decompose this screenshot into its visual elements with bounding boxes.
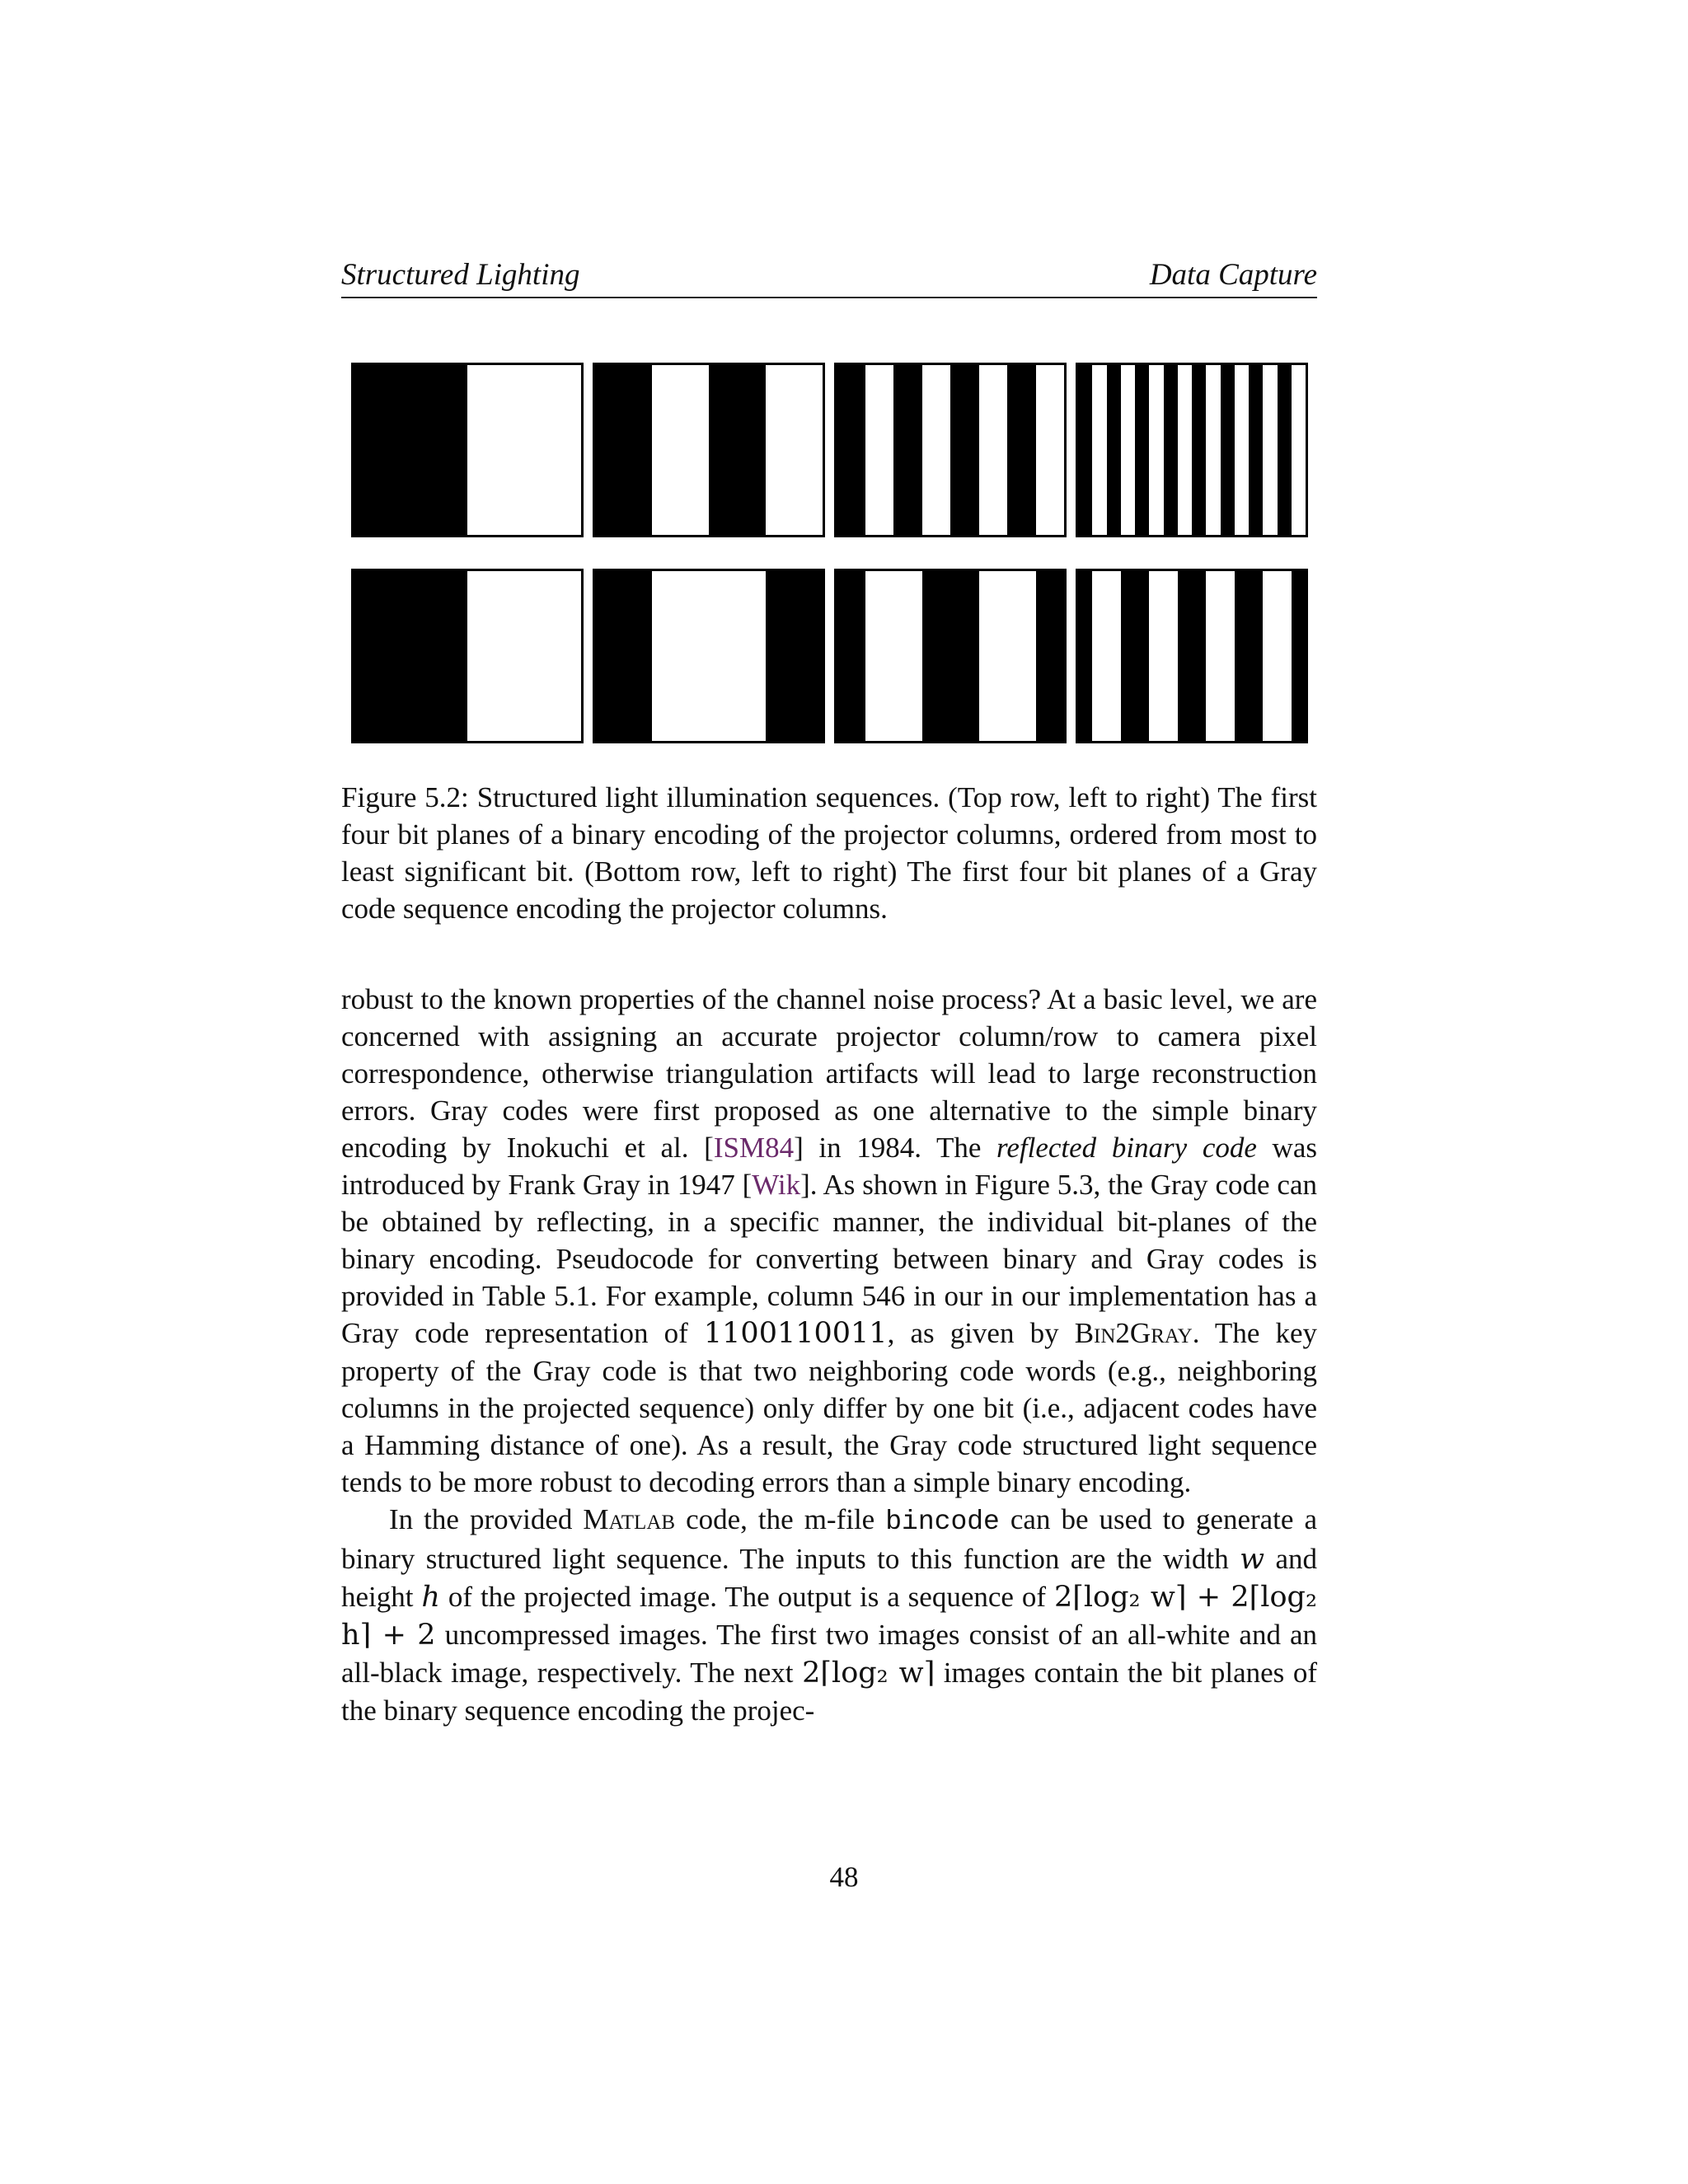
- gray-code-value: 1100110011: [703, 1317, 888, 1350]
- text-run: uncompressed images. The first two images consist of an all-white and an all-black image, respectively. The next: [341, 1619, 1318, 1689]
- text-run: and height: [341, 1543, 1317, 1613]
- running-header: [341, 257, 1317, 298]
- black-stripe: [1192, 365, 1206, 535]
- black-stripe: [1164, 365, 1178, 535]
- page-number: 48: [829, 1861, 859, 1893]
- black-stripe: [766, 571, 823, 741]
- figure-5-2-patterns: [351, 363, 1307, 750]
- mfile-name: bincode: [885, 1507, 1000, 1537]
- black-stripe: [950, 365, 979, 535]
- citation-link-wik[interactable]: Wik: [752, 1169, 801, 1201]
- header-section-title: Data Capture: [1149, 258, 1317, 292]
- software-name: Matlab: [583, 1503, 676, 1535]
- text-run: In the provided: [389, 1503, 584, 1535]
- text-run: can be used to generate a binary structured light sequence. The inputs to this function are the width: [341, 1503, 1317, 1575]
- citation-link-ism84[interactable]: ISM84: [713, 1132, 795, 1164]
- black-stripe: [1078, 571, 1092, 741]
- black-stripe: [837, 365, 865, 535]
- math-expression-total: 2⌈log₂ w⌉ + 2⌈log₂ h⌉ + 2: [341, 1581, 1317, 1652]
- black-stripe: [1036, 571, 1065, 741]
- paragraph-1: [341, 981, 1317, 1501]
- text-run: robust to the known properties of the channel noise process? At a basic level, we are concerned with assigning an accurate projector column/row to camera pixel correspondence, otherwise triangulation artifacts will lead to large reconstruction errors. Gray codes were first proposed as one alternative to the simple binary encoding by Inokuchi et al. [: [341, 983, 1317, 1164]
- text-run: ]. As shown in Figure 5.3, the Gray code can be obtained by reflecting, in a specific manner, the individual bit-planes of the binary encoding. Pseudocode for converting between binary and Gray codes is provided in Table 5.1. For example, column 546 in our in our implementation has a Gray code representation of: [341, 1169, 1317, 1349]
- header-chapter-title: Structured Lighting: [341, 258, 580, 292]
- body-text: [341, 981, 1317, 1729]
- black-stripe: [1249, 365, 1263, 535]
- text-run: images contain the bit planes of the binary sequence encoding the projec-: [341, 1657, 1317, 1727]
- gray-bit-plane-2: [593, 569, 825, 743]
- text-run: , as given by: [887, 1317, 1075, 1349]
- black-stripe: [595, 365, 652, 535]
- black-stripe: [709, 365, 766, 535]
- caption-text: Figure 5.2: Structured light illumination sequences. (Top row, left to right) The first four bit planes of a binary encoding of the projector columns, ordered from most to least significant bit. (Bottom row, left to right) The first four bit planes of a Gray code sequence encoding the projector columns.: [341, 781, 1317, 925]
- math-h: h: [421, 1581, 440, 1614]
- black-stripe: [354, 365, 467, 535]
- black-stripe: [595, 571, 652, 741]
- gray-bit-plane-4: [1076, 569, 1308, 743]
- paragraph-2: [341, 1501, 1317, 1729]
- gray-bit-plane-1: [351, 569, 584, 743]
- black-stripe: [922, 571, 979, 741]
- text-run: ] in 1984. The: [794, 1132, 997, 1164]
- math-expression-width: 2⌈log₂ w⌉: [802, 1657, 935, 1690]
- text-run: code, the m-file: [675, 1503, 886, 1535]
- binary-bit-plane-4: [1076, 363, 1308, 537]
- black-stripe: [1007, 365, 1036, 535]
- black-stripe: [1078, 365, 1092, 535]
- black-stripe: [1292, 571, 1306, 741]
- black-stripe: [1178, 571, 1207, 741]
- black-stripe: [354, 571, 467, 741]
- text-run: . The key property of the Gray code is that two neighboring code words (e.g., neighboring columns in the projected sequence) only differ by one bit (i.e., adjacent codes have a Hamming distance of one). As a result, the Gray code structured light sequence tends to be more robust to decoding errors than a simple binary encoding.: [341, 1317, 1317, 1498]
- black-stripe: [1278, 365, 1292, 535]
- black-stripe: [1235, 571, 1264, 741]
- black-stripe: [1107, 365, 1121, 535]
- emphasis-term: reflected binary code: [996, 1132, 1257, 1164]
- text-run: of the projected image. The output is a sequence of: [439, 1581, 1054, 1613]
- binary-bit-plane-1: [351, 363, 584, 537]
- black-stripe: [893, 365, 922, 535]
- function-name: Bin2Gray: [1074, 1317, 1193, 1349]
- gray-bit-plane-3: [834, 569, 1067, 743]
- black-stripe: [1221, 365, 1235, 535]
- black-stripe: [1135, 365, 1149, 535]
- black-stripe: [1121, 571, 1150, 741]
- black-stripe: [837, 571, 865, 741]
- text-run: was introduced by Frank Gray in 1947 [: [341, 1132, 1317, 1201]
- figure-caption: [341, 779, 1317, 927]
- binary-bit-plane-3: [834, 363, 1067, 537]
- math-w: w: [1240, 1543, 1265, 1576]
- binary-bit-plane-2: [593, 363, 825, 537]
